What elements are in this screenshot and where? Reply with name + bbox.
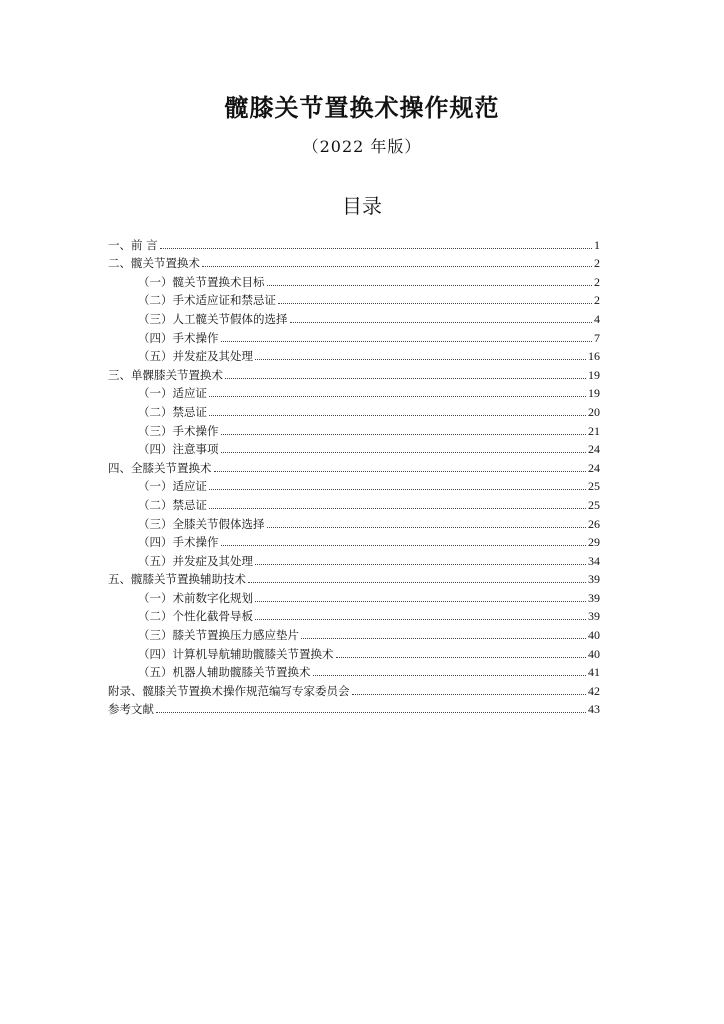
toc-entry[interactable] <box>108 531 600 550</box>
toc-dot-leader <box>248 582 586 583</box>
toc-dot-leader <box>209 415 586 416</box>
toc-entry[interactable] <box>108 493 600 512</box>
toc-entry-page-number: 19 <box>588 367 600 382</box>
toc-entry-label: （五）机器人辅助髋膝关节置换术 <box>138 665 311 680</box>
toc-dot-leader <box>156 712 586 713</box>
toc-entry[interactable] <box>108 456 600 475</box>
toc-entry[interactable] <box>108 400 600 419</box>
toc-dot-leader <box>221 545 587 546</box>
toc-entry[interactable] <box>108 512 600 531</box>
toc-dot-leader <box>255 564 586 565</box>
toc-entry-label: 参考文献 <box>108 702 154 717</box>
toc-entry[interactable] <box>108 605 600 624</box>
toc-entry-page-number: 20 <box>588 404 600 419</box>
toc-dot-leader <box>352 694 587 695</box>
toc-entry-page-number: 24 <box>588 460 600 475</box>
toc-entry[interactable] <box>108 661 600 680</box>
toc-entry-label: （四）手术操作 <box>138 330 219 345</box>
toc-entry-label: 三、单髁膝关节置换术 <box>108 367 223 382</box>
toc-entry-page-number: 40 <box>588 628 600 643</box>
toc-entry-page-number: 34 <box>588 553 600 568</box>
toc-dot-leader <box>214 471 587 472</box>
toc-entry-label: （一）髋关节置换术目标 <box>138 274 265 289</box>
toc-entry[interactable] <box>108 382 600 401</box>
toc-entry-label: （三）手术操作 <box>138 423 219 438</box>
toc-entry-page-number: 2 <box>594 274 600 289</box>
toc-entry-page-number: 24 <box>588 442 600 457</box>
toc-entry-page-number: 2 <box>594 256 600 271</box>
toc-entry-page-number: 21 <box>588 423 600 438</box>
toc-entry-page-number: 40 <box>588 646 600 661</box>
toc-entry[interactable] <box>108 549 600 568</box>
toc-entry[interactable] <box>108 419 600 438</box>
toc-entry-label: （三）全膝关节假体选择 <box>138 516 265 531</box>
toc-entry-page-number: 41 <box>588 665 600 680</box>
toc-dot-leader <box>209 489 586 490</box>
toc-entry[interactable] <box>108 326 600 345</box>
toc-entry[interactable] <box>108 568 600 587</box>
toc-entry-label: 一、前 言 <box>108 237 158 252</box>
toc-dot-leader <box>209 396 586 397</box>
toc-entry-label: （三）膝关节置换压力感应垫片 <box>138 628 299 643</box>
toc-dot-leader <box>221 452 587 453</box>
toc-entry-page-number: 2 <box>594 293 600 308</box>
toc-entry-page-number: 39 <box>588 590 600 605</box>
toc-entry-page-number: 42 <box>588 683 600 698</box>
toc-entry-page-number: 1 <box>594 237 600 252</box>
toc-entry[interactable] <box>108 289 600 308</box>
toc-entry-page-number: 39 <box>588 572 600 587</box>
toc-dot-leader <box>225 378 586 379</box>
toc-entry-page-number: 4 <box>594 311 600 326</box>
toc-entry-label: （五）并发症及其处理 <box>138 553 253 568</box>
toc-entry-label: （四）计算机导航辅助髋膝关节置换术 <box>138 646 334 661</box>
toc-entry-page-number: 25 <box>588 497 600 512</box>
toc-dot-leader <box>267 285 593 286</box>
toc-dot-leader <box>255 619 586 620</box>
toc-entry-label: （三）人工髋关节假体的选择 <box>138 311 288 326</box>
toc-entry-label: （一）适应证 <box>138 479 207 494</box>
toc-dot-leader <box>255 359 586 360</box>
toc-entry-page-number: 26 <box>588 516 600 531</box>
toc-heading: 目录 <box>342 194 382 218</box>
toc-entry[interactable] <box>108 438 600 457</box>
toc-entry-page-number: 43 <box>588 702 600 717</box>
toc-entry-label: 附录、髋膝关节置换术操作规范编写专家委员会 <box>108 683 350 698</box>
toc-entry-page-number: 25 <box>588 479 600 494</box>
toc-entry[interactable] <box>108 345 600 364</box>
toc-entry[interactable] <box>108 270 600 289</box>
toc-entry-label: 五、髋膝关节置换辅助技术 <box>108 572 246 587</box>
toc-entry-label: （一）术前数字化规划 <box>138 590 253 605</box>
toc-entry-label: （四）注意事项 <box>138 442 219 457</box>
toc-dot-leader <box>278 303 592 304</box>
toc-entry-label: 二、髋关节置换术 <box>108 256 200 271</box>
toc-entry[interactable] <box>108 679 600 698</box>
toc-entry-label: （二）禁忌证 <box>138 404 207 419</box>
toc-entry[interactable] <box>108 698 600 717</box>
toc-entry[interactable] <box>108 642 600 661</box>
toc-entry-page-number: 29 <box>588 535 600 550</box>
toc-entry[interactable] <box>108 307 600 326</box>
toc-dot-leader <box>160 248 592 249</box>
toc-dot-leader <box>209 508 586 509</box>
toc-entry-page-number: 16 <box>588 349 600 364</box>
document-subtitle: （2022 年版） <box>302 137 422 156</box>
toc-entry-page-number: 19 <box>588 386 600 401</box>
toc-dot-leader <box>313 675 587 676</box>
toc-dot-leader <box>301 638 586 639</box>
toc-dot-leader <box>221 434 587 435</box>
toc-entry-label: （二）禁忌证 <box>138 497 207 512</box>
toc-dot-leader <box>267 527 587 528</box>
toc-entry-label: 四、全膝关节置换术 <box>108 460 212 475</box>
toc-entry[interactable] <box>108 623 600 642</box>
toc-entry-label: （一）适应证 <box>138 386 207 401</box>
toc-entry[interactable] <box>108 363 600 382</box>
toc-entry-page-number: 7 <box>594 330 600 345</box>
toc-dot-leader <box>336 657 587 658</box>
toc-entry[interactable] <box>108 233 600 252</box>
document-title: 髋膝关节置换术操作规范 <box>224 93 500 122</box>
toc-entry[interactable] <box>108 252 600 271</box>
toc-dot-leader <box>221 341 593 342</box>
toc-entry-label: （二）手术适应证和禁忌证 <box>138 293 276 308</box>
toc-entry-page-number: 39 <box>588 609 600 624</box>
toc-entry-label: （二）个性化截骨导板 <box>138 609 253 624</box>
toc-dot-leader <box>202 266 592 267</box>
toc-dot-leader <box>290 322 593 323</box>
toc-entry[interactable] <box>108 586 600 605</box>
toc-entry-label: （四）手术操作 <box>138 535 219 550</box>
toc-dot-leader <box>255 601 586 602</box>
toc-entry-label: （五）并发症及其处理 <box>138 349 253 364</box>
table-of-contents <box>108 233 600 716</box>
toc-entry[interactable] <box>108 475 600 494</box>
